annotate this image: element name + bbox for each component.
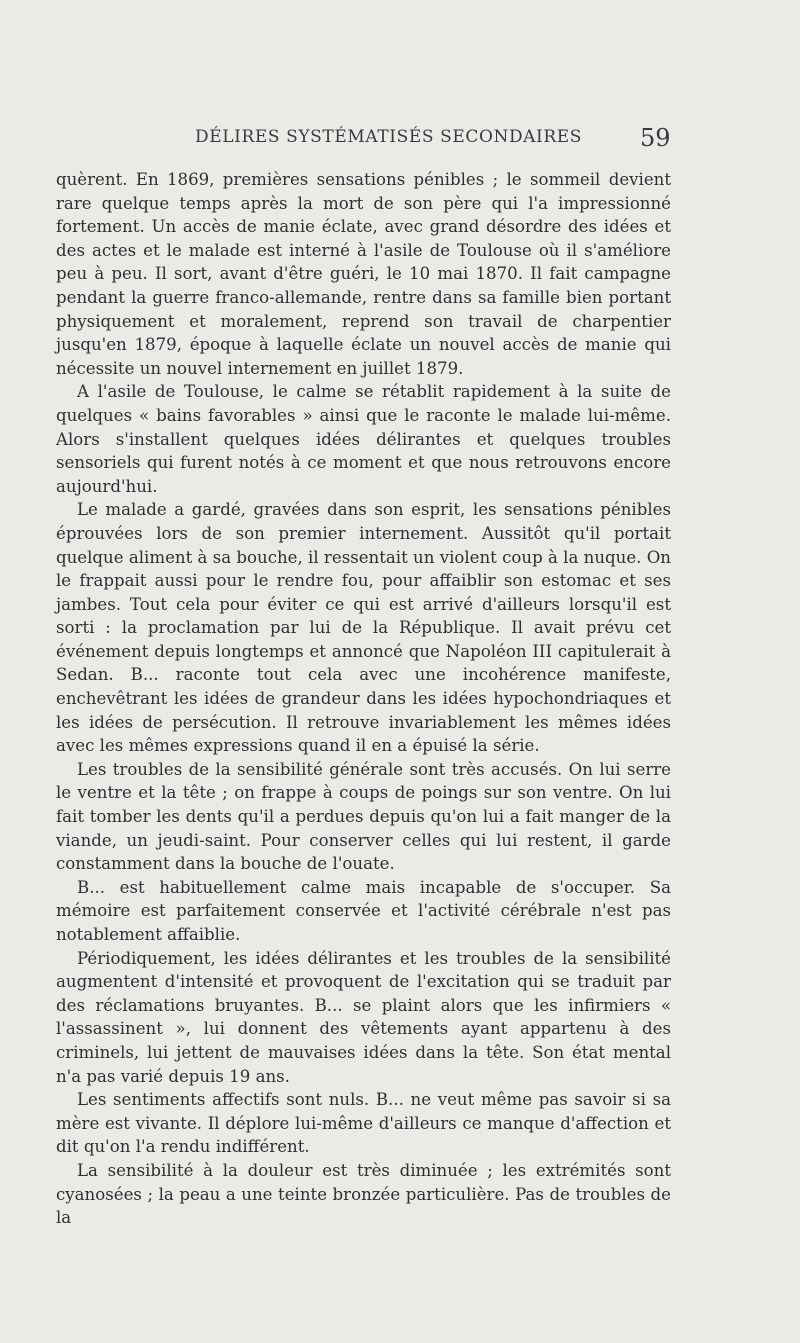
page-number: 59 [640,124,671,152]
paragraph: Le malade a gardé, gravées dans son esprit, les sensations pénibles éprouvées lors de son premier internement. Aussitôt qu'il portait quelque aliment à sa bouche, il ressentait un violent coup à la nuque. On le frappait aussi pour le rendre fou, pour affaiblir son estomac et ses jambes. Tout cela pour éviter ce qui est arrivé d'ailleurs lorsqu'il est sorti : la proclamation par lui de la République. Il avait prévu cet événement depuis longtemps et annoncé que Napoléon III capitulerait à Sedan. B... raconte tout cela avec une incohérence manifeste, enchevêtrant les idées de grandeur dans les idées hypochondriaques et les idées de persécution. Il retrouve invariablement les mêmes idées avec les mêmes expressions quand il en a épuisé la série. [56,500,671,756]
paragraph-continued: quèrent. En 1869, premières sensations pénibles ; le sommeil devient rare quelque temps après la mort de son père qui l'a impressionné fortement. Un accès de manie éclate, avec grand désordre des idées et des actes et le malade est interné à l'asile de Toulouse où il s'améliore peu à peu. Il sort, avant d'être guéri, le 10 mai 1870. Il fait campagne pendant la guerre franco-allemande, rentre dans sa famille bien portant physiquement et moralement, reprend son travail de charpentier jusqu'en 1879, époque à laquelle éclate un nouvel accès de manie qui nécessite un nouvel internement en juillet 1879. [56,170,671,378]
running-title: DÉLIRES SYSTÉMATISÉS SECONDAIRES [195,127,583,147]
paragraph: A l'asile de Toulouse, le calme se rétablit rapidement à la suite de quelques « bains favorables » ainsi que le raconte le malade lui-même. Alors s'installent quelques idées délirantes et quelques troubles sensoriels qui furent notés à ce moment et que nous retrouvons encore aujourd'hui. [56,382,671,496]
body-text [56,168,671,1230]
paragraph: Les sentiments affectifs sont nuls. B... ne veut même pas savoir si sa mère est vivante. Il déplore lui-même d'ailleurs ce manque d'affection et dit qu'on l'a rendu indifférent. [56,1090,671,1157]
paragraph: La sensibilité à la douleur est très diminuée ; les extrémités sont cyanosées ; la peau a une teinte bronzée particulière. Pas de troubles de la [56,1160,671,1228]
paragraph: Périodiquement, les idées délirantes et les troubles de la sensibilité augmentent d'intensité et provoquent de l'excitation qui se traduit par des réclamations bruyantes. B... se plaint alors que les infirmiers « l'assassinent », lui donnent des vêtements ayant appartenu à des criminels, lui jettent de mauvaises idées dans la tête. Son état mental n'a pas varié depuis 19 ans. [56,948,671,1086]
paragraph: Les troubles de la sensibilité générale sont très accusés. On lui serre le ventre et la tête ; on frappe à coups de poings sur son ventre. On lui fait tomber les dents qu'il a perdues depuis qu'on lui a fait manger de la viande, un jeudi-saint. Pour conserver celles qui lui restent, il garde constamment dans la bouche de l'ouate. [56,759,671,874]
paragraph: B... est habituellement calme mais incapable de s'occuper. Sa mémoire est parfaitement conservée et l'activité cérébrale n'est pas notablement affaiblie. [56,877,671,944]
